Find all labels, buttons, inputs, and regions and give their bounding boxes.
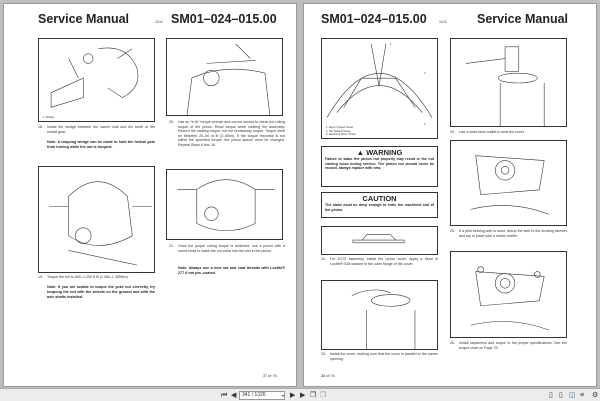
figure-chisel: 1 2 3 1. Round Tipped Chisel 2. Nut Staked Flange 3. Machined Slot in Pinion — [321, 38, 438, 139]
page-title: Service Manual — [38, 12, 130, 26]
copy-icon[interactable]: ❐ — [310, 392, 317, 399]
next-page-icon[interactable]: ▶ — [290, 392, 296, 399]
previous-page-icon[interactable]: ◀ — [231, 392, 237, 399]
step-25: 25. If a pilot bearing web is used, lineup the web to the locating sleeves and tap in place with a rubber mallet. — [450, 229, 567, 238]
step-20: 20. Use an “in lb” torque wrench and correct socket to check the rolling torque of the pinion. Read torque while rotating the assembly. Record the rotating torque, not the breakaway torque. Torque must be between 20–50 in lb (2–5Nm). If the torque recorded is not within the specified torque, the pinion spacer must be changed. Repeat Steps 6 thru 16. — [169, 120, 285, 147]
figure-install-cover — [321, 280, 438, 350]
continuous-page-icon[interactable]: ▯ — [559, 392, 563, 399]
revision: 1104 — [155, 20, 163, 24]
figure-wedge: 1. Wedge — [38, 38, 155, 122]
warning-box: ▲ WARNING Failure to stake the pinion nut properly may result in the nut coming loose during service. The pinion nut should never be reused, always replace with new. — [321, 146, 438, 187]
figure-torque-nut — [38, 166, 155, 273]
viewer-toolbar — [0, 388, 600, 401]
warning-icon: ▲ — [356, 148, 365, 157]
figure-capscrews — [450, 251, 567, 338]
note-21: Note: Always use a new nut and coat threads with Loctite® 277 if not pre–coated. — [178, 266, 285, 275]
doc-code: SM01–024–015.00 — [171, 12, 277, 26]
page-37 — [3, 3, 297, 387]
page-footer: 37 of 76 — [263, 374, 277, 378]
page-footer: 38 of 76 — [321, 374, 335, 378]
figure-pinion-cover — [321, 226, 438, 255]
settings-icon[interactable]: ⚙ — [592, 392, 599, 399]
single-page-icon[interactable]: ▯ — [549, 392, 553, 399]
page-number-input[interactable]: 341 / 1326 — [239, 391, 285, 400]
step-19: 19. Torque the nut to 800–1,000 ft lb (1 084–1 355Nm). — [38, 275, 129, 279]
two-page-icon[interactable]: ◫ — [569, 392, 576, 399]
figure-torque-wrench — [166, 38, 283, 116]
figure-mallet — [450, 38, 567, 127]
note-19: Note: If you are unable to torque the yoke nut correctly, try torquing the nut with the wheels on the ground and with the axle shafts installed. — [47, 285, 155, 299]
note-18: Note: A torquing wedge can be made to hold the helical gear from turning while the nut is torqued. — [47, 140, 155, 149]
page-title: Service Manual — [477, 12, 569, 26]
step-23: 23. Install the cover, making sure that the cover is parallel to the carrier opening. — [321, 352, 438, 361]
figure-stake-nut — [166, 169, 283, 240]
step-18: 18. Install the wedge between the carrier wall and the teeth of the helical gear. — [38, 125, 155, 134]
paste-icon[interactable]: ❐ — [320, 392, 327, 399]
step-26: 26. Install capscrews and torque to the proper specifications. See the torque chart on Page 75. — [450, 341, 567, 350]
scroll-mode-icon[interactable]: ≡ — [580, 392, 585, 399]
page-38 — [303, 3, 597, 387]
caution-box: CAUTION The stake must be deep enough to enter the machined slot of the pinion. — [321, 192, 438, 218]
step-24: 24. Use a dead blow mallet to seat the cover. — [450, 130, 525, 134]
revision: 1104 — [439, 20, 447, 24]
first-page-icon[interactable]: ⏮ — [221, 392, 228, 399]
page-dropdown-icon[interactable]: ▾ — [282, 393, 285, 398]
step-22: 22. For D170 assembly, install the pinion cover. Apply a bead of Loctite® 518 sealant to the outer flange of the cover. — [321, 257, 438, 266]
last-page-icon[interactable]: ▶ — [300, 392, 306, 399]
step-21: 21. Once the proper rolling torque is achieved, use a punch with a round head to stake the nut collar into the slot in the pinion. — [169, 244, 285, 253]
figure-pilot-web — [450, 140, 567, 226]
doc-code: SM01–024–015.00 — [321, 12, 427, 26]
